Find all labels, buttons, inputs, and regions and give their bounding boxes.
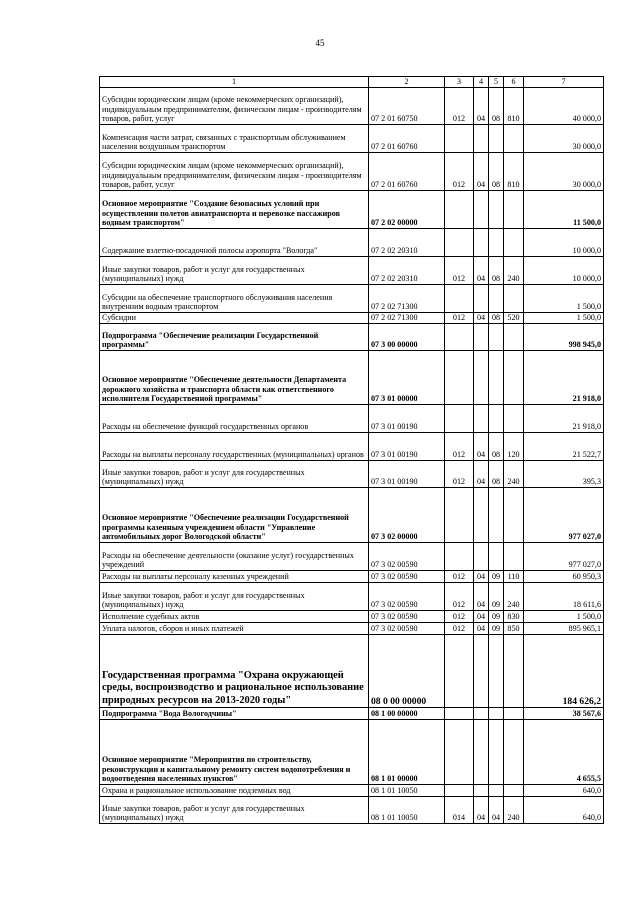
row-name: Основное мероприятие "Обеспечение деятельности Департамента дорожного хозяйства и транспорта области как ответственного исполнителя Государственной программы" [100, 351, 369, 405]
row-amount: 1 500,0 [524, 285, 604, 313]
header-cell: 5 [489, 77, 504, 88]
row-code: 07 3 01 00190 [369, 405, 445, 433]
row-col5: 08 [489, 313, 504, 324]
row-col4 [474, 543, 489, 571]
table-row [100, 324, 604, 351]
row-name: Иные закупки товаров, работ и услуг для государственных (муниципальных) нужд [100, 583, 369, 611]
row-name: Подпрограмма "Вода Вологодчины" [100, 708, 369, 720]
row-amount: 977 027,0 [524, 543, 604, 571]
table-row [100, 635, 604, 708]
row-name: Расходы на выплаты персоналу государственных (муниципальных) органов [100, 433, 369, 461]
row-name: Субсидии [100, 313, 369, 324]
table-row [100, 433, 604, 461]
row-col6 [504, 229, 524, 257]
row-col5: 08 [489, 433, 504, 461]
row-col6 [504, 285, 524, 313]
row-col6 [504, 543, 524, 571]
row-amount: 395,3 [524, 461, 604, 488]
row-col6 [504, 191, 524, 229]
row-amount: 40 000,0 [524, 88, 604, 125]
row-code: 07 3 02 00590 [369, 571, 445, 583]
row-col4: 04 [474, 433, 489, 461]
row-col6 [504, 720, 524, 785]
header-cell: 3 [445, 77, 474, 88]
row-col4 [474, 488, 489, 543]
row-name: Расходы на обеспечение функций государственных органов [100, 405, 369, 433]
table-row [100, 153, 604, 191]
row-name: Основное мероприятие "Создание безопасных условий при осуществлении полетов авиатранспорта и перевозке пассажиров водным транспортом" [100, 191, 369, 229]
row-col5 [489, 229, 504, 257]
row-col3 [445, 324, 474, 351]
row-col6: 830 [504, 611, 524, 623]
row-code: 07 2 01 60760 [369, 125, 445, 153]
row-col3 [445, 543, 474, 571]
row-col5 [489, 785, 504, 797]
row-col6: 810 [504, 153, 524, 191]
row-code: 07 2 02 71300 [369, 285, 445, 313]
row-name: Субсидии юридическим лицам (кроме некоммерческих организаций), индивидуальным предпринимателям, физическим лицам - производителям товаров, работ, услуг [100, 153, 369, 191]
row-code: 07 3 01 00000 [369, 351, 445, 405]
row-col4 [474, 229, 489, 257]
table-row [100, 797, 604, 824]
row-code: 07 2 02 00000 [369, 191, 445, 229]
header-cell: 7 [524, 77, 604, 88]
row-col6 [504, 405, 524, 433]
row-col3 [445, 488, 474, 543]
row-amount: 895 965,1 [524, 623, 604, 635]
row-amount: 1 500,0 [524, 611, 604, 623]
row-col5 [489, 543, 504, 571]
row-col6: 240 [504, 257, 524, 285]
row-col5: 08 [489, 461, 504, 488]
row-col6 [504, 635, 524, 708]
row-col6: 240 [504, 583, 524, 611]
header-cell: 2 [369, 77, 445, 88]
row-code: 08 1 01 00000 [369, 720, 445, 785]
row-code: 07 2 01 60750 [369, 88, 445, 125]
table-row [100, 461, 604, 488]
table-row [100, 351, 604, 405]
row-col5: 08 [489, 153, 504, 191]
row-col3: 012 [445, 623, 474, 635]
row-col4: 04 [474, 461, 489, 488]
row-col3: 012 [445, 461, 474, 488]
row-col5: 09 [489, 571, 504, 583]
row-col4: 04 [474, 571, 489, 583]
header-cell: 4 [474, 77, 489, 88]
row-col3: 012 [445, 153, 474, 191]
row-amount: 640,0 [524, 785, 604, 797]
row-code: 07 3 02 00590 [369, 543, 445, 571]
row-col4 [474, 125, 489, 153]
row-col5: 08 [489, 257, 504, 285]
row-col5 [489, 285, 504, 313]
row-amount: 1 500,0 [524, 313, 604, 324]
row-code: 07 3 01 00190 [369, 433, 445, 461]
table-row [100, 543, 604, 571]
row-col4: 04 [474, 257, 489, 285]
row-amount: 998 945,0 [524, 324, 604, 351]
row-amount: 10 000,0 [524, 257, 604, 285]
row-amount: 21 918,0 [524, 351, 604, 405]
row-amount: 18 611,6 [524, 583, 604, 611]
row-amount: 4 655,5 [524, 720, 604, 785]
row-col4 [474, 324, 489, 351]
row-col3: 012 [445, 571, 474, 583]
table-row [100, 229, 604, 257]
table-row [100, 785, 604, 797]
row-code: 07 2 02 71300 [369, 313, 445, 324]
row-col5 [489, 324, 504, 351]
row-col4: 04 [474, 313, 489, 324]
row-code: 07 3 02 00000 [369, 488, 445, 543]
row-col4: 04 [474, 88, 489, 125]
row-col5 [489, 488, 504, 543]
table-row [100, 88, 604, 125]
row-code: 07 3 02 00590 [369, 623, 445, 635]
row-name: Исполнение судебных актов [100, 611, 369, 623]
header-cell: 6 [504, 77, 524, 88]
row-amount: 21 522,7 [524, 433, 604, 461]
row-col3 [445, 635, 474, 708]
row-col3 [445, 351, 474, 405]
row-col5: 09 [489, 611, 504, 623]
row-name: Компенсация части затрат, связанных с транспортным обслуживанием населения воздушным транспортом [100, 125, 369, 153]
row-code: 07 2 02 20310 [369, 257, 445, 285]
row-name: Основное мероприятие "Мероприятия по строительству, реконструкции и капитальному ремонту систем водопотребления и водоотведения населенных пунктов" [100, 720, 369, 785]
row-col5: 09 [489, 623, 504, 635]
page-number: 45 [315, 38, 325, 48]
table-row [100, 285, 604, 313]
row-name: Расходы на выплаты персоналу казенных учреждений [100, 571, 369, 583]
row-code: 07 3 00 00000 [369, 324, 445, 351]
row-name: Основное мероприятие "Обеспечение реализации Государственной программы казенным учреждением области "Управление автомобильных дорог Вологодской области" [100, 488, 369, 543]
row-name: Содержание взлетно-посадочной полосы аэропорта "Вологда" [100, 229, 369, 257]
table-row [100, 313, 604, 324]
row-col4 [474, 191, 489, 229]
row-col6: 850 [504, 623, 524, 635]
row-col4 [474, 635, 489, 708]
row-col5: 08 [489, 88, 504, 125]
row-col4 [474, 720, 489, 785]
row-amount: 977 027,0 [524, 488, 604, 543]
row-code: 07 3 01 00190 [369, 461, 445, 488]
row-code: 07 2 01 60760 [369, 153, 445, 191]
row-col5 [489, 708, 504, 720]
row-col5 [489, 405, 504, 433]
row-amount: 60 950,3 [524, 571, 604, 583]
row-name: Иные закупки товаров, работ и услуг для государственных (муниципальных) нужд [100, 257, 369, 285]
row-col3 [445, 125, 474, 153]
row-amount: 38 567,6 [524, 708, 604, 720]
row-name: Охрана и рациональное использование подземных вод [100, 785, 369, 797]
table-row [100, 488, 604, 543]
row-col4: 04 [474, 797, 489, 824]
table-row [100, 708, 604, 720]
row-col4: 04 [474, 611, 489, 623]
row-name: Расходы на обеспечение деятельности (оказание услуг) государственных учреждений [100, 543, 369, 571]
row-col4 [474, 708, 489, 720]
row-col3 [445, 191, 474, 229]
row-col5 [489, 635, 504, 708]
table-row [100, 583, 604, 611]
row-name: Иные закупки товаров, работ и услуг для государственных (муниципальных) нужд [100, 797, 369, 824]
row-name: Субсидии на обеспечение транспортного обслуживания населения внутренним водным транспортом [100, 285, 369, 313]
row-col3: 012 [445, 583, 474, 611]
table-row [100, 623, 604, 635]
row-col3: 012 [445, 433, 474, 461]
row-col3 [445, 285, 474, 313]
row-col3: 012 [445, 611, 474, 623]
row-col6 [504, 708, 524, 720]
row-col3 [445, 785, 474, 797]
row-code: 07 3 02 00590 [369, 611, 445, 623]
row-code: 08 1 01 10050 [369, 797, 445, 824]
row-col5: 04 [489, 797, 504, 824]
row-col6: 110 [504, 571, 524, 583]
row-col6 [504, 785, 524, 797]
row-amount: 10 000,0 [524, 229, 604, 257]
row-amount: 184 626,2 [524, 635, 604, 708]
table-row [100, 257, 604, 285]
row-col4 [474, 405, 489, 433]
row-col4 [474, 285, 489, 313]
row-code: 08 1 00 00000 [369, 708, 445, 720]
row-col3 [445, 708, 474, 720]
row-col4: 04 [474, 153, 489, 191]
row-name: Субсидии юридическим лицам (кроме некоммерческих организаций), индивидуальным предпринимателям, физическим лицам - производителям товаров, работ, услуг [100, 88, 369, 125]
table-row [100, 125, 604, 153]
row-col4 [474, 785, 489, 797]
row-col4 [474, 351, 489, 405]
row-col6: 240 [504, 461, 524, 488]
row-col5 [489, 125, 504, 153]
row-amount: 30 000,0 [524, 125, 604, 153]
table-row [100, 191, 604, 229]
row-name: Уплата налогов, сборов и иных платежей [100, 623, 369, 635]
row-col6 [504, 488, 524, 543]
row-col6: 240 [504, 797, 524, 824]
row-col3 [445, 229, 474, 257]
row-col3: 012 [445, 88, 474, 125]
row-col6 [504, 125, 524, 153]
row-amount: 11 500,0 [524, 191, 604, 229]
header-cell: 1 [100, 77, 369, 88]
row-name: Государственная программа "Охрана окружающей среды, воспроизводство и рациональное использование природных ресурсов на 2013-2020 годы" [100, 635, 369, 708]
row-amount: 21 918,0 [524, 405, 604, 433]
row-col6: 810 [504, 88, 524, 125]
row-code: 08 0 00 00000 [369, 635, 445, 708]
row-col3: 012 [445, 313, 474, 324]
row-col5: 09 [489, 583, 504, 611]
row-name: Иные закупки товаров, работ и услуг для государственных (муниципальных) нужд [100, 461, 369, 488]
row-col6: 120 [504, 433, 524, 461]
table-row [100, 720, 604, 785]
row-col4: 04 [474, 583, 489, 611]
row-col3 [445, 405, 474, 433]
row-col6 [504, 324, 524, 351]
row-code: 07 3 02 00590 [369, 583, 445, 611]
row-name: Подпрограмма "Обеспечение реализации Государственной программы" [100, 324, 369, 351]
row-col3: 012 [445, 257, 474, 285]
row-col4: 04 [474, 623, 489, 635]
row-col5 [489, 191, 504, 229]
row-col3: 014 [445, 797, 474, 824]
budget-table [99, 76, 604, 824]
row-code: 08 1 01 10050 [369, 785, 445, 797]
row-amount: 30 000,0 [524, 153, 604, 191]
table-row [100, 571, 604, 583]
row-col6 [504, 351, 524, 405]
row-amount: 640,0 [524, 797, 604, 824]
row-col3 [445, 720, 474, 785]
header-row [100, 77, 604, 88]
row-col5 [489, 720, 504, 785]
row-code: 07 2 02 20310 [369, 229, 445, 257]
table-row [100, 611, 604, 623]
row-col5 [489, 351, 504, 405]
table-row [100, 405, 604, 433]
row-col6: 520 [504, 313, 524, 324]
